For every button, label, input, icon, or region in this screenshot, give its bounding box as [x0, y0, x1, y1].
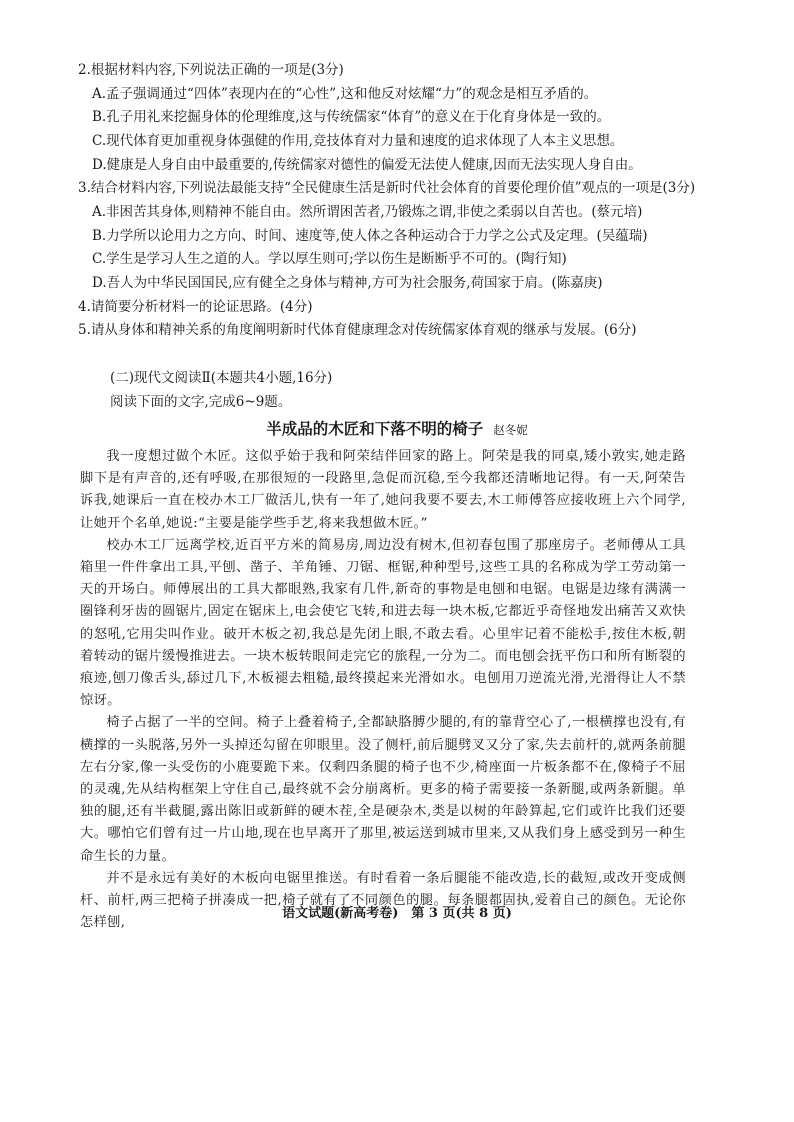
question-2-option-d: D.健康是人身自由中最重要的,传统儒家对德性的偏爱无法使人健康,因而无法实现人身自由。 — [92, 157, 642, 173]
article-paragraph: 校办木工厂远离学校,近百平方米的简易房,周边没有树木,但初春包围了那座房子。老师傅从工具箱里一件件拿出工具,平刨、凿子、羊角锤、刀锯、框锯,种种型号,这些工具的名称成为学工劳动第一天的开场白。师傅展出的工具大都眼熟,我家有几件,新奇的事物是电刨和电锯。电锯是边缘有满满一圈锋利牙齿的圆锯片,固定在锯床上,电会使它飞转,和进去每一块木板,它都近乎奇怪地发出痛苦又欢快的怒吼,它用尖叫作业。破开木板之初,我总是先闭上眼,不敢去看。心里牢记着不能松手,按住木板,朝着转动的锯片缓慢推进去。一块木板转眼间走完它的旅程,一分为二。而电刨会抚平伤口和所有断裂的痕迹,刨刀像舌头,舔过几下,木板褪去粗糙,最终摸起来光滑如水。电刨用刀逆流光滑,光滑得让人不禁惊讶。 — [80, 537, 686, 709]
question-4-stem: 4.请简要分析材料一的论证思路。(4分) — [78, 299, 313, 315]
question-5-stem: 5.请从身体和精神关系的角度阐明新时代体育健康理念对传统儒家体育观的继承与发展。(6分) — [78, 322, 637, 338]
question-2-option-c: C.现代体育更加重视身体强健的作用,竞技体育对力量和速度的追求体现了人本主义思想。 — [92, 133, 624, 149]
article-author: 赵冬妮 — [493, 423, 528, 437]
article-paragraph: 我一度想过做个木匠。这似乎始于我和阿荣结伴回家的路上。阿荣是我的同桌,矮小敦实,她走路脚下是有声音的,还有呼吸,在那很短的一段路里,急促而沉稳,至今我都还清晰地记得。有一天,阿荣告诉我,她课后一直在校办木工厂做活儿,快有一年了,她问我要不要去,木工师傅答应接收班上六个同学,让她开个名单,她说:“主要是能学些手艺,将来我想做木匠。” — [80, 449, 686, 531]
section-instruction: 阅读下面的文字,完成6~9题。 — [110, 394, 292, 410]
article-title-line — [0, 418, 794, 441]
question-3-option-b: B.力学所以论用力之方向、时间、速度等,使人体之各种运动合于力学之公式及定理。(吴蕴瑞) — [92, 228, 648, 244]
question-3-stem: 3.结合材料内容,下列说法最能支持“全民健康生活是新时代社会体育的首要伦理价值”观点的一项是(3分) — [78, 180, 696, 196]
article-paragraph: 椅子占据了一半的空间。椅子上叠着椅子,全都缺胳膊少腿的,有的靠背空心了,一根横撑也没有,有横撑的一头脱落,另外一头掉还勾留在卯眼里。没了侧杆,前后腿劈叉又分了家,失去前杆的,就两条前腿左右分家,像一头受伤的小鹿要跪下来。仅剩四条腿的椅子也不少,椅座面一片板条都不在,像椅子不屈的灵魂,先从结构框架上守住自己,最终就不会分崩离析。更多的椅子需要接一条新腿,或两条新腿。单独的腿,还有半截腿,露出陈旧或新鲜的硬木茬,全是硬杂木,类是以树的年龄算起,它们或许比我们还要大。哪怕它们曾有过一片山地,现在也早离开了那里,被运送到城市里来,又从我们身上感受到另一种生命生长的力量。 — [80, 715, 686, 864]
article-paragraph: 并不是永远有美好的木板向电锯里推送。有时看着一条后腿能不能改造,长的截短,或改开变成侧杆、前杆,两三把椅子拼凑成一把,椅子就有了不同颜色的腿。每条腿都固执,爱着自己的颜色。无论你怎样刨, — [80, 870, 686, 931]
article-body — [80, 446, 686, 934]
question-3-option-c: C.学生是学习人生之道的人。学以厚生则可;学以伤生是断断乎不可的。(陶行知) — [92, 251, 567, 267]
question-2-stem: 2.根据材料内容,下列说法正确的一项是(3分) — [78, 62, 344, 78]
question-2-option-b: B.孔子用礼来挖掘身体的伦理维度,这与传统儒家“体育”的意义在于化育身体是一致的。 — [92, 109, 611, 125]
page-footer: 语文试题(新高考卷) 第 3 页(共 8 页) — [282, 906, 512, 921]
question-2-option-a: A.孟子强调通过“四体”表现内在的“心性”,这和他反对炫耀“力”的观念是相互矛盾的。 — [92, 86, 598, 102]
section-heading: (二)现代文阅读Ⅱ(本题共4小题,16分) — [110, 370, 333, 386]
article-title: 半成品的木匠和下落不明的椅子 — [266, 419, 484, 438]
question-3-option-d: D.吾人为中华民国国民,应有健全之身体与精神,方可为社会服务,荷国家于肩。(陈嘉庚) — [92, 275, 603, 291]
question-3-option-a: A.非困苦其身体,则精神不能自由。然所谓困苦者,乃锻炼之谓,非使之柔弱以自苦也。(蔡元培) — [92, 204, 643, 220]
